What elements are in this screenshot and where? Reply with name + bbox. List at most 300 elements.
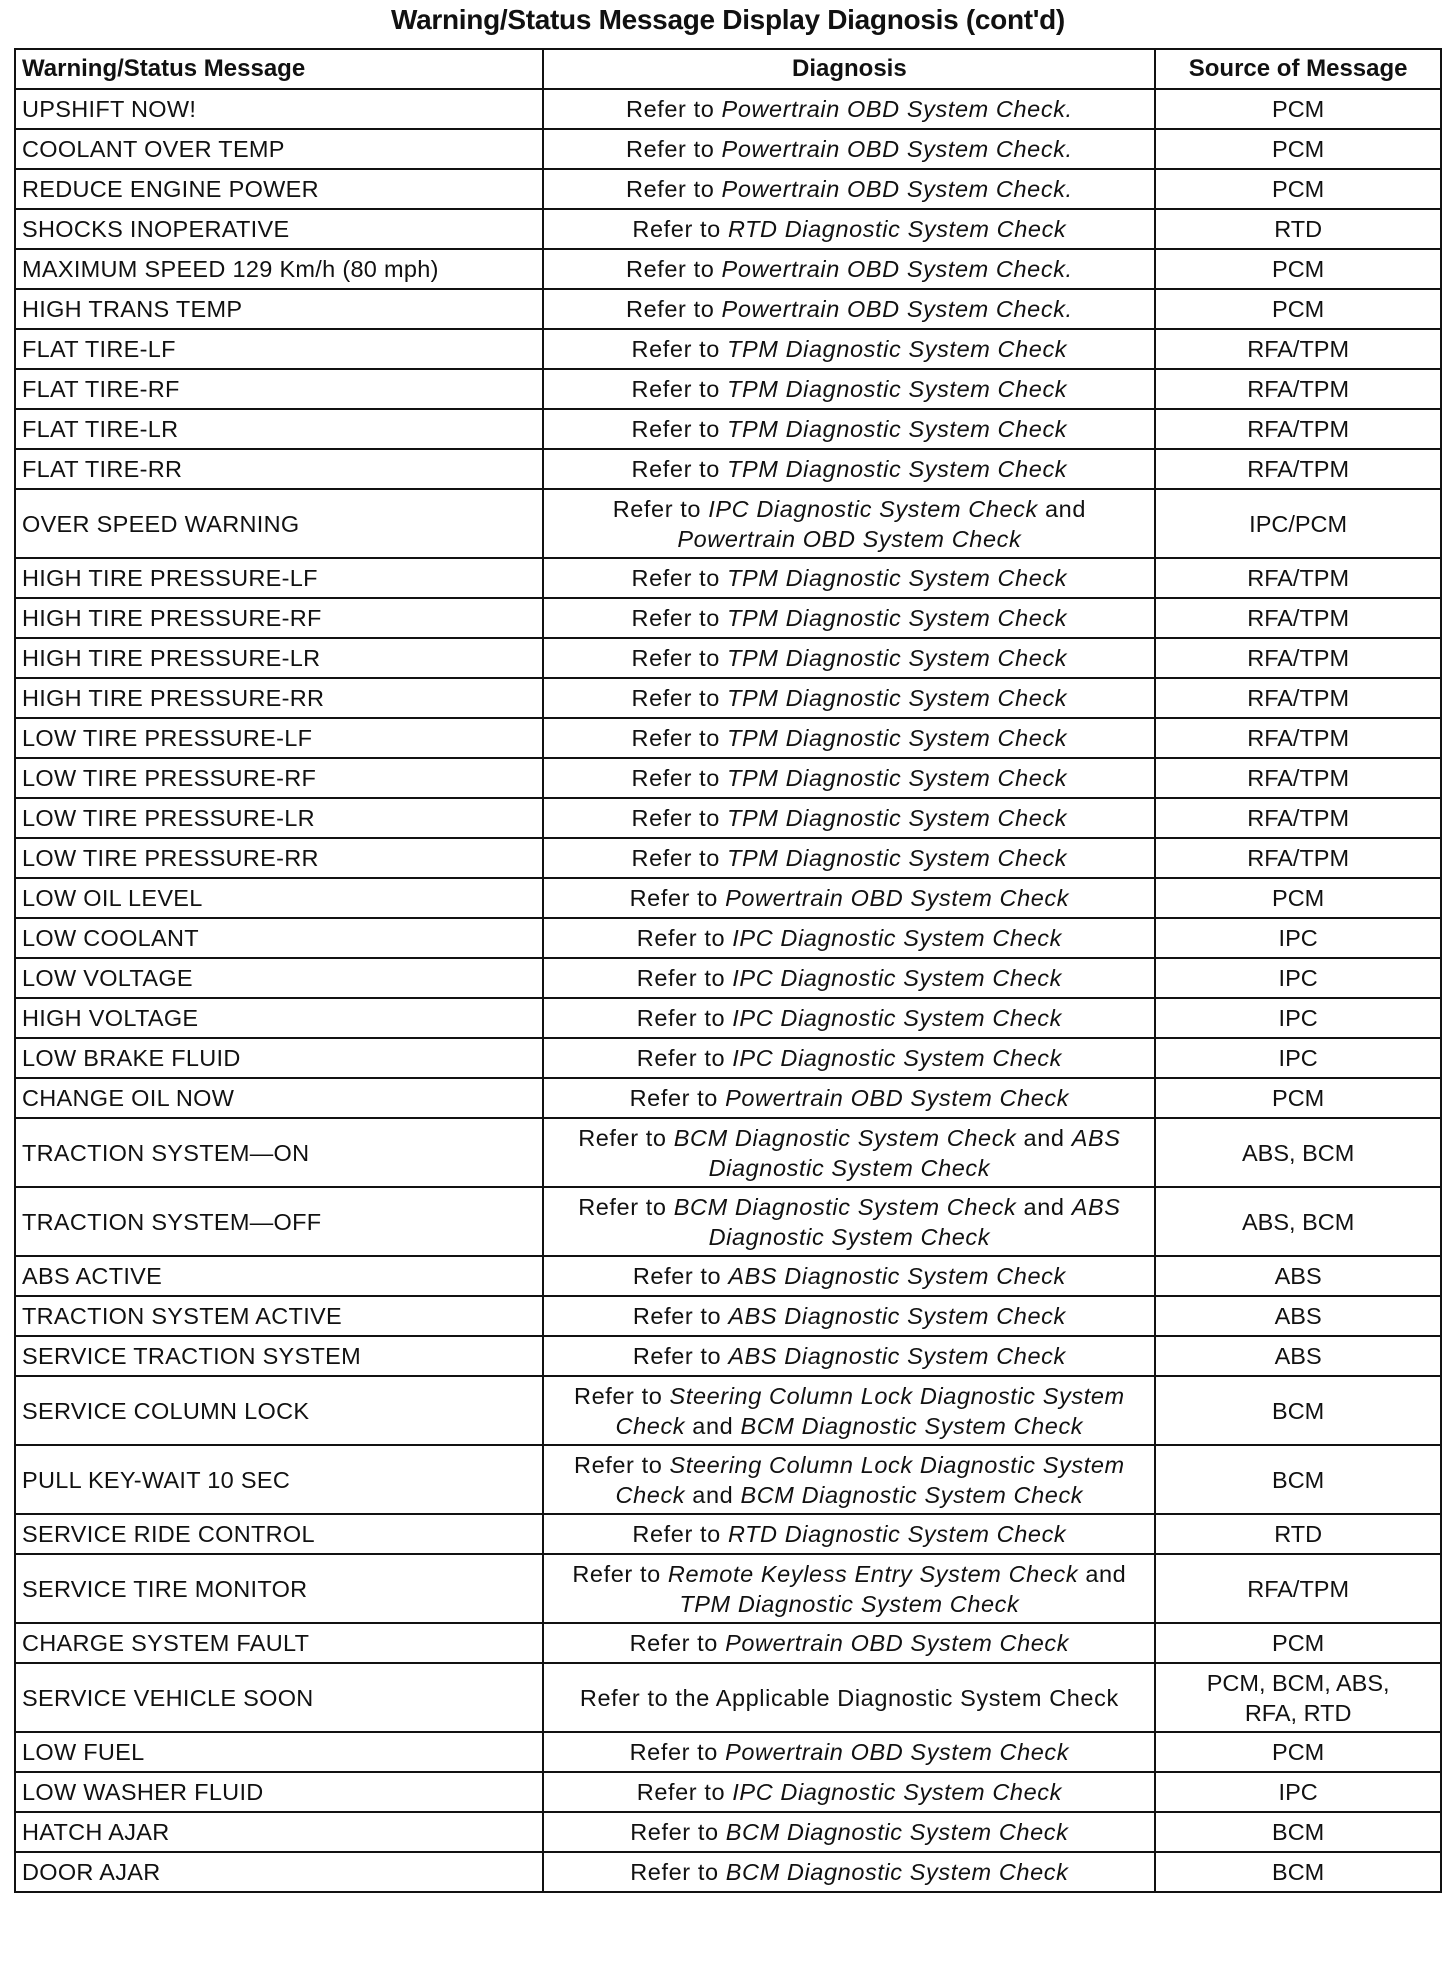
warning-message-cell: LOW BRAKE FLUID xyxy=(15,1038,543,1078)
diagnosis-text: Refer to xyxy=(631,336,728,362)
diagnosis-text: Refer to xyxy=(630,1859,726,1885)
table-row xyxy=(15,1187,1441,1256)
warning-message-cell: SERVICE RIDE CONTROL xyxy=(15,1514,543,1554)
diagnosis-text: Refer to xyxy=(572,1560,668,1587)
source-module-text: PCM xyxy=(1272,1739,1325,1765)
table-row xyxy=(15,558,1441,598)
diagnosis-cell xyxy=(543,169,1155,209)
source-module-text: RFA/TPM xyxy=(1247,416,1350,442)
warning-message-cell: HIGH TRANS TEMP xyxy=(15,289,543,329)
diagnosis-cell xyxy=(543,838,1155,878)
table-row xyxy=(15,1514,1441,1554)
source-module-text: RFA/TPM xyxy=(1247,1575,1350,1602)
diagnosis-reference-text: ABS xyxy=(1071,1124,1121,1151)
warning-message-cell: HIGH TIRE PRESSURE-RR xyxy=(15,678,543,718)
warning-message-cell: LOW VOLTAGE xyxy=(15,958,543,998)
diagnosis-reference-text: ABS Diagnostic System Check xyxy=(728,1303,1066,1329)
table-row xyxy=(15,1078,1441,1118)
table-row xyxy=(15,1118,1441,1187)
diagnosis-text: Refer to xyxy=(629,1630,726,1656)
column-header-diagnosis: Diagnosis xyxy=(543,49,1155,89)
diagnosis-reference-text: TPM Diagnostic System Check xyxy=(727,725,1068,751)
diagnosis-cell xyxy=(543,1623,1155,1663)
source-module-text: PCM xyxy=(1272,176,1325,202)
warning-message-cell: UPSHIFT NOW! xyxy=(15,89,543,129)
message-source-cell xyxy=(1155,249,1441,289)
diagnosis-cell xyxy=(543,998,1155,1038)
table-row xyxy=(15,1554,1441,1623)
message-source-cell xyxy=(1155,1187,1441,1256)
message-source-cell xyxy=(1155,1852,1441,1892)
message-source-cell xyxy=(1155,329,1441,369)
table-row xyxy=(15,129,1441,169)
warning-message-cell: COOLANT OVER TEMP xyxy=(15,129,543,169)
source-module-text: IPC xyxy=(1278,925,1318,951)
message-source-cell xyxy=(1155,1554,1441,1623)
source-module-text: RFA/TPM xyxy=(1247,645,1350,671)
diagnosis-cell xyxy=(543,918,1155,958)
diagnosis-text: Refer to xyxy=(636,1045,733,1071)
diagnosis-text: Refer to xyxy=(636,925,733,951)
diagnosis-cell xyxy=(543,638,1155,678)
diagnosis-text: Refer to xyxy=(636,965,733,991)
table-row xyxy=(15,1772,1441,1812)
diagnosis-text: Refer to xyxy=(630,1819,726,1845)
diagnosis-cell xyxy=(543,289,1155,329)
warning-message-cell: FLAT TIRE-LR xyxy=(15,409,543,449)
diagnosis-reference-text: Steering Column Lock Diagnostic System xyxy=(669,1382,1125,1409)
message-source-cell xyxy=(1155,289,1441,329)
warning-message-cell: LOW OIL LEVEL xyxy=(15,878,543,918)
warning-message-cell: OVER SPEED WARNING xyxy=(15,489,543,558)
source-module-text: RFA/TPM xyxy=(1247,845,1350,871)
diagnosis-text: Refer to xyxy=(631,725,728,751)
diagnosis-cell xyxy=(543,558,1155,598)
source-module-text: RFA/TPM xyxy=(1247,685,1350,711)
warning-message-cell: SERVICE COLUMN LOCK xyxy=(15,1376,543,1445)
diagnosis-cell xyxy=(543,409,1155,449)
warning-message-cell: ABS ACTIVE xyxy=(15,1256,543,1296)
diagnosis-reference-text: Check xyxy=(615,1412,686,1439)
table-row xyxy=(15,1445,1441,1514)
diagnosis-text: Refer to xyxy=(631,685,728,711)
diagnosis-cell xyxy=(543,1852,1155,1892)
table-row xyxy=(15,1812,1441,1852)
diagnosis-reference-text: Check xyxy=(615,1481,686,1508)
diagnosis-text: Refer to xyxy=(632,216,728,242)
diagnosis-reference-text: TPM Diagnostic System Check xyxy=(727,805,1068,831)
message-source-cell xyxy=(1155,1772,1441,1812)
diagnosis-cell xyxy=(543,1732,1155,1772)
warning-message-cell: CHANGE OIL NOW xyxy=(15,1078,543,1118)
source-module-text: IPC/PCM xyxy=(1249,510,1348,537)
diagnosis-cell xyxy=(543,1663,1155,1732)
table-row xyxy=(15,369,1441,409)
warning-message-cell: SERVICE TRACTION SYSTEM xyxy=(15,1336,543,1376)
table-row xyxy=(15,1256,1441,1296)
message-source-cell xyxy=(1155,169,1441,209)
message-source-cell xyxy=(1155,598,1441,638)
warning-message-cell: SERVICE VEHICLE SOON xyxy=(15,1663,543,1732)
warning-message-cell: HIGH TIRE PRESSURE-LR xyxy=(15,638,543,678)
message-source-cell xyxy=(1155,1812,1441,1852)
message-source-cell xyxy=(1155,1732,1441,1772)
diagnosis-text: Refer to xyxy=(629,885,726,911)
diagnosis-text: and xyxy=(685,1412,741,1439)
diagnosis-cell xyxy=(543,1445,1155,1514)
diagnosis-cell xyxy=(543,1772,1155,1812)
diagnosis-cell xyxy=(543,209,1155,249)
table-body xyxy=(15,89,1441,1892)
table-row xyxy=(15,758,1441,798)
diagnosis-cell xyxy=(543,1376,1155,1445)
page-title: Warning/Status Message Display Diagnosis (cont'd) xyxy=(391,4,1065,35)
source-module-text: RFA, RTD xyxy=(1244,1699,1352,1726)
message-source-cell xyxy=(1155,1445,1441,1514)
message-source-cell xyxy=(1155,918,1441,958)
warning-message-cell: LOW TIRE PRESSURE-LR xyxy=(15,798,543,838)
diagnosis-text: Refer to xyxy=(632,1343,729,1369)
diagnosis-cell xyxy=(543,758,1155,798)
message-source-cell xyxy=(1155,878,1441,918)
diagnosis-reference-text: BCM Diagnostic System Check xyxy=(673,1193,1017,1220)
diagnosis-cell xyxy=(543,1296,1155,1336)
diagnosis-reference-text: ABS Diagnostic System Check xyxy=(728,1343,1066,1369)
table-row xyxy=(15,598,1441,638)
diagnosis-reference-text: Powertrain OBD System Check xyxy=(725,1630,1070,1656)
table-row xyxy=(15,489,1441,558)
source-module-text: ABS xyxy=(1274,1303,1322,1329)
message-source-cell xyxy=(1155,209,1441,249)
diagnosis-text: Refer to xyxy=(631,416,728,442)
message-source-cell xyxy=(1155,558,1441,598)
warning-message-cell: FLAT TIRE-LF xyxy=(15,329,543,369)
source-module-text: ABS xyxy=(1274,1343,1322,1369)
source-module-text: PCM xyxy=(1272,96,1325,122)
diagnosis-cell xyxy=(543,329,1155,369)
table-row xyxy=(15,1336,1441,1376)
warning-message-cell: FLAT TIRE-RR xyxy=(15,449,543,489)
warning-message-cell: REDUCE ENGINE POWER xyxy=(15,169,543,209)
table-row xyxy=(15,1296,1441,1336)
source-module-text: BCM xyxy=(1272,1819,1325,1845)
source-module-text: RFA/TPM xyxy=(1247,725,1350,751)
diagnosis-reference-text: TPM Diagnostic System Check xyxy=(727,645,1068,671)
message-source-cell xyxy=(1155,1296,1441,1336)
diagnosis-cell xyxy=(543,718,1155,758)
source-module-text: RFA/TPM xyxy=(1247,805,1350,831)
table-row xyxy=(15,878,1441,918)
table-row xyxy=(15,798,1441,838)
diagnosis-reference-text: TPM Diagnostic System Check xyxy=(727,376,1068,402)
message-source-cell xyxy=(1155,1078,1441,1118)
diagnosis-cell xyxy=(543,1514,1155,1554)
message-source-cell xyxy=(1155,958,1441,998)
message-source-cell xyxy=(1155,489,1441,558)
diagnosis-text: Refer to xyxy=(631,845,728,871)
table-row xyxy=(15,249,1441,289)
warning-message-cell: LOW WASHER FLUID xyxy=(15,1772,543,1812)
source-module-text: PCM xyxy=(1272,1630,1325,1656)
source-module-text: BCM xyxy=(1272,1466,1325,1493)
table-row xyxy=(15,838,1441,878)
diagnosis-reference-text: TPM Diagnostic System Check xyxy=(727,685,1068,711)
warning-message-cell: TRACTION SYSTEM—OFF xyxy=(15,1187,543,1256)
warning-message-cell: PULL KEY-WAIT 10 SEC xyxy=(15,1445,543,1514)
diagnosis-reference-text: Powertrain OBD System Check. xyxy=(721,296,1073,322)
diagnosis-reference-text: ABS xyxy=(1071,1193,1121,1220)
warning-message-cell: TRACTION SYSTEM—ON xyxy=(15,1118,543,1187)
diagnosis-reference-text: Powertrain OBD System Check. xyxy=(721,176,1073,202)
diagnosis-cell xyxy=(543,1038,1155,1078)
diagnosis-reference-text: Powertrain OBD System Check. xyxy=(721,256,1073,282)
diagnosis-reference-text: Powertrain OBD System Check xyxy=(725,885,1070,911)
table-row xyxy=(15,1663,1441,1732)
diagnosis-text: Refer to xyxy=(629,1739,726,1765)
message-source-cell xyxy=(1155,449,1441,489)
diagnosis-text: Refer to xyxy=(629,1085,726,1111)
message-source-cell xyxy=(1155,129,1441,169)
diagnosis-reference-text: TPM Diagnostic System Check xyxy=(727,336,1068,362)
message-source-cell xyxy=(1155,1623,1441,1663)
diagnosis-reference-text: TPM Diagnostic System Check xyxy=(727,416,1068,442)
source-module-text: ABS, BCM xyxy=(1241,1139,1355,1166)
diagnosis-reference-text: Steering Column Lock Diagnostic System xyxy=(669,1451,1125,1478)
diagnosis-text: Refer to the Applicable Diagnostic System Check xyxy=(579,1684,1119,1711)
warning-message-cell: HIGH TIRE PRESSURE-RF xyxy=(15,598,543,638)
warning-message-cell: HIGH VOLTAGE xyxy=(15,998,543,1038)
diagnosis-cell xyxy=(543,678,1155,718)
diagnosis-reference-text: BCM Diagnostic System Check xyxy=(725,1819,1069,1845)
diagnosis-reference-text: TPM Diagnostic System Check xyxy=(727,456,1068,482)
message-source-cell xyxy=(1155,1376,1441,1445)
column-header-source: Source of Message xyxy=(1155,49,1441,89)
diagnosis-table xyxy=(14,48,1442,1893)
source-module-text: ABS xyxy=(1274,1263,1322,1289)
diagnosis-reference-text: IPC Diagnostic System Check xyxy=(732,1005,1062,1031)
message-source-cell xyxy=(1155,798,1441,838)
diagnosis-text: Refer to xyxy=(631,605,728,631)
diagnosis-text: Refer to xyxy=(631,376,728,402)
table-row xyxy=(15,958,1441,998)
table-row xyxy=(15,1376,1441,1445)
diagnosis-reference-text: RTD Diagnostic System Check xyxy=(727,1521,1067,1547)
warning-message-cell: HIGH TIRE PRESSURE-LF xyxy=(15,558,543,598)
table-row xyxy=(15,998,1441,1038)
warning-message-cell: LOW FUEL xyxy=(15,1732,543,1772)
table-row xyxy=(15,918,1441,958)
diagnosis-cell xyxy=(543,1078,1155,1118)
message-source-cell xyxy=(1155,1663,1441,1732)
warning-message-cell: DOOR AJAR xyxy=(15,1852,543,1892)
column-header-message: Warning/Status Message xyxy=(15,49,543,89)
message-source-cell xyxy=(1155,89,1441,129)
source-module-text: BCM xyxy=(1272,1859,1325,1885)
diagnosis-text: and xyxy=(1016,1124,1072,1151)
table-row xyxy=(15,449,1441,489)
source-module-text: ABS, BCM xyxy=(1241,1208,1355,1235)
warning-message-cell: LOW COOLANT xyxy=(15,918,543,958)
source-module-text: PCM xyxy=(1272,1085,1325,1111)
source-module-text: PCM xyxy=(1272,885,1325,911)
warning-message-cell: LOW TIRE PRESSURE-RF xyxy=(15,758,543,798)
source-module-text: RFA/TPM xyxy=(1247,336,1350,362)
diagnosis-cell xyxy=(543,489,1155,558)
diagnosis-text: Refer to xyxy=(631,456,728,482)
diagnosis-text: Refer to xyxy=(631,765,728,791)
source-module-text: RFA/TPM xyxy=(1247,565,1350,591)
message-source-cell xyxy=(1155,998,1441,1038)
warning-message-cell: TRACTION SYSTEM ACTIVE xyxy=(15,1296,543,1336)
source-module-text: PCM xyxy=(1272,296,1325,322)
diagnosis-reference-text: TPM Diagnostic System Check xyxy=(727,605,1068,631)
source-module-text: IPC xyxy=(1278,1779,1318,1805)
message-source-cell xyxy=(1155,1514,1441,1554)
diagnosis-reference-text: IPC Diagnostic System Check xyxy=(732,1779,1062,1805)
diagnosis-reference-text: Powertrain OBD System Check. xyxy=(721,96,1073,122)
diagnosis-cell xyxy=(543,878,1155,918)
diagnosis-reference-text: TPM Diagnostic System Check xyxy=(727,565,1068,591)
diagnosis-cell xyxy=(543,1256,1155,1296)
source-module-text: IPC xyxy=(1278,1045,1318,1071)
diagnosis-text: Refer to xyxy=(631,565,728,591)
warning-message-cell: MAXIMUM SPEED 129 Km/h (80 mph) xyxy=(15,249,543,289)
warning-message-cell: SERVICE TIRE MONITOR xyxy=(15,1554,543,1623)
diagnosis-reference-text: TPM Diagnostic System Check xyxy=(679,1590,1020,1617)
table-row xyxy=(15,638,1441,678)
diagnosis-reference-text: Powertrain OBD System Check xyxy=(725,1085,1070,1111)
warning-message-cell: HATCH AJAR xyxy=(15,1812,543,1852)
message-source-cell xyxy=(1155,1118,1441,1187)
table-row xyxy=(15,1038,1441,1078)
diagnosis-text: Refer to xyxy=(626,256,722,282)
source-module-text: RTD xyxy=(1274,216,1323,242)
diagnosis-text: Refer to xyxy=(636,1005,733,1031)
message-source-cell xyxy=(1155,1336,1441,1376)
table-row xyxy=(15,1852,1441,1892)
message-source-cell xyxy=(1155,369,1441,409)
warning-message-cell: LOW TIRE PRESSURE-RR xyxy=(15,838,543,878)
diagnosis-reference-text: RTD Diagnostic System Check xyxy=(727,216,1067,242)
table-row xyxy=(15,209,1441,249)
message-source-cell xyxy=(1155,1038,1441,1078)
source-module-text: PCM, BCM, ABS, xyxy=(1206,1669,1390,1696)
table-header-row xyxy=(15,49,1441,89)
diagnosis-cell xyxy=(543,598,1155,638)
diagnosis-cell xyxy=(543,1812,1155,1852)
diagnosis-text: and xyxy=(685,1481,741,1508)
diagnosis-cell xyxy=(543,1118,1155,1187)
diagnosis-reference-text: BCM Diagnostic System Check xyxy=(725,1859,1069,1885)
message-source-cell xyxy=(1155,409,1441,449)
source-module-text: PCM xyxy=(1272,256,1325,282)
source-module-text: PCM xyxy=(1272,136,1325,162)
message-source-cell xyxy=(1155,838,1441,878)
table-row xyxy=(15,409,1441,449)
diagnosis-cell xyxy=(543,249,1155,289)
diagnosis-text: and xyxy=(1016,1193,1072,1220)
diagnosis-reference-text: IPC Diagnostic System Check xyxy=(732,925,1062,951)
diagnosis-reference-text: BCM Diagnostic System Check xyxy=(740,1481,1084,1508)
diagnosis-cell xyxy=(543,369,1155,409)
diagnosis-text: Refer to xyxy=(578,1124,674,1151)
diagnosis-reference-text: IPC Diagnostic System Check xyxy=(708,495,1038,522)
table-row xyxy=(15,1732,1441,1772)
diagnosis-reference-text: Remote Keyless Entry System Check xyxy=(667,1560,1079,1587)
source-module-text: RFA/TPM xyxy=(1247,765,1350,791)
diagnosis-text: Refer to xyxy=(626,296,722,322)
table-row xyxy=(15,89,1441,129)
diagnosis-text: Refer to xyxy=(632,1263,729,1289)
diagnosis-reference-text: IPC Diagnostic System Check xyxy=(732,1045,1062,1071)
diagnosis-reference-text: TPM Diagnostic System Check xyxy=(727,765,1068,791)
diagnosis-cell xyxy=(543,1187,1155,1256)
diagnosis-text: Refer to xyxy=(626,136,722,162)
diagnosis-reference-text: IPC Diagnostic System Check xyxy=(732,965,1062,991)
source-module-text: RFA/TPM xyxy=(1247,376,1350,402)
diagnosis-text: Refer to xyxy=(574,1451,670,1478)
source-module-text: IPC xyxy=(1278,1005,1318,1031)
diagnosis-text: Refer to xyxy=(574,1382,670,1409)
diagnosis-cell xyxy=(543,129,1155,169)
source-module-text: RTD xyxy=(1274,1521,1323,1547)
warning-message-cell: SHOCKS INOPERATIVE xyxy=(15,209,543,249)
table-row xyxy=(15,289,1441,329)
diagnosis-text: Refer to xyxy=(631,805,728,831)
source-module-text: RFA/TPM xyxy=(1247,605,1350,631)
diagnosis-reference-text: Diagnostic System Check xyxy=(708,1154,991,1181)
diagnosis-text: Refer to xyxy=(626,96,722,122)
table-row xyxy=(15,329,1441,369)
diagnosis-reference-text: BCM Diagnostic System Check xyxy=(673,1124,1017,1151)
source-module-text: BCM xyxy=(1272,1397,1325,1424)
diagnosis-text: and xyxy=(1078,1560,1127,1587)
diagnosis-text: Refer to xyxy=(578,1193,674,1220)
diagnosis-reference-text: ABS Diagnostic System Check xyxy=(728,1263,1066,1289)
message-source-cell xyxy=(1155,718,1441,758)
diagnosis-cell xyxy=(543,449,1155,489)
diagnosis-text: Refer to xyxy=(632,1303,729,1329)
diagnosis-cell xyxy=(543,958,1155,998)
table-row xyxy=(15,1623,1441,1663)
diagnosis-reference-text: Powertrain OBD System Check. xyxy=(721,136,1073,162)
message-source-cell xyxy=(1155,1256,1441,1296)
message-source-cell xyxy=(1155,758,1441,798)
diagnosis-cell xyxy=(543,1336,1155,1376)
warning-message-cell: CHARGE SYSTEM FAULT xyxy=(15,1623,543,1663)
diagnosis-cell xyxy=(543,1554,1155,1623)
table-row xyxy=(15,678,1441,718)
diagnosis-cell xyxy=(543,798,1155,838)
source-module-text: RFA/TPM xyxy=(1247,456,1350,482)
diagnosis-text: Refer to xyxy=(626,176,722,202)
diagnosis-text: Refer to xyxy=(632,1521,728,1547)
diagnosis-reference-text: Diagnostic System Check xyxy=(708,1223,991,1250)
message-source-cell xyxy=(1155,638,1441,678)
diagnosis-text: Refer to xyxy=(631,645,728,671)
diagnosis-reference-text: TPM Diagnostic System Check xyxy=(727,845,1068,871)
diagnosis-cell xyxy=(543,89,1155,129)
message-source-cell xyxy=(1155,678,1441,718)
table-row xyxy=(15,169,1441,209)
warning-message-cell: FLAT TIRE-RF xyxy=(15,369,543,409)
diagnosis-text: Refer to xyxy=(636,1779,733,1805)
diagnosis-reference-text: BCM Diagnostic System Check xyxy=(740,1412,1084,1439)
diagnosis-reference-text: Powertrain OBD System Check xyxy=(677,525,1022,552)
diagnosis-text: and xyxy=(1037,495,1086,522)
table-row xyxy=(15,718,1441,758)
source-module-text: IPC xyxy=(1278,965,1318,991)
